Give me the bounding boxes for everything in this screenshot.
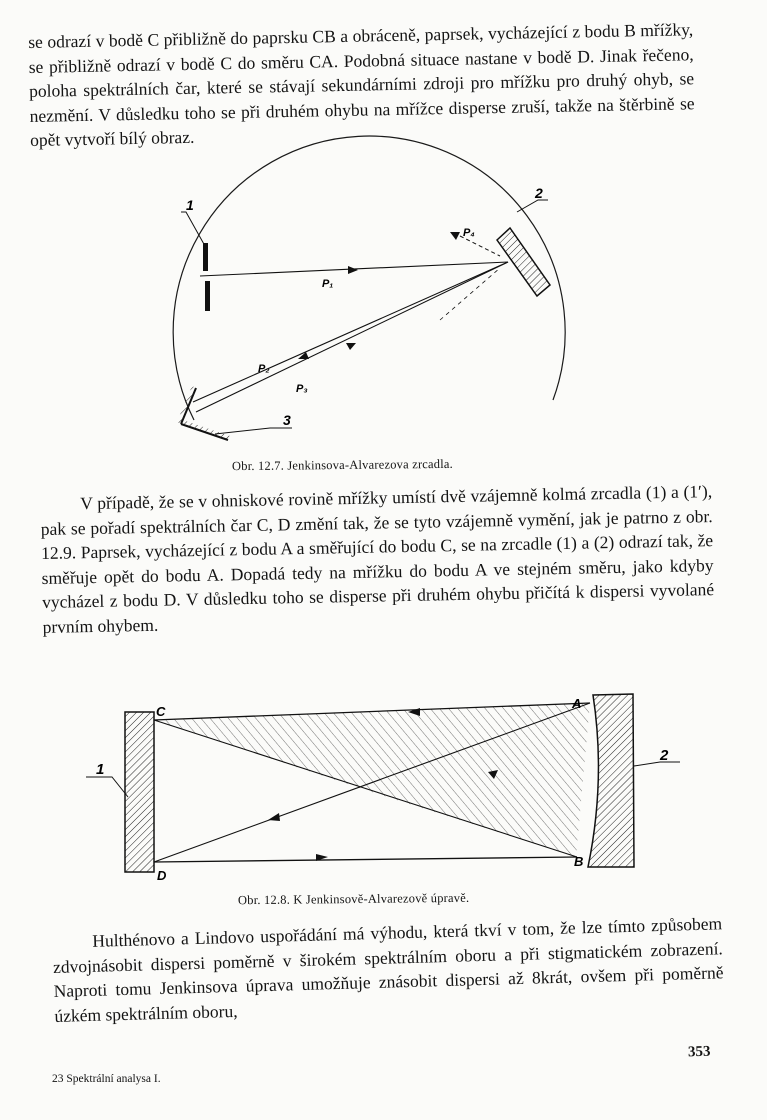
- signature-mark: 23 Spektrální analysa I.: [52, 1073, 161, 1085]
- page-number: 353: [687, 1043, 711, 1061]
- paragraph-middle: V případě, že se v ohniskové rovině mřížky umístí dvě vzájemně kolmá zrcadla (1) a (1′), pak se pořadí spektrálních čar C, D změní tak, že se tyto vzájemně vymění, jak je patrno z obr. 12.9. Paprsek, vycházející z bodu A a směřující do bodu C, se na zrcadle (1) a (2) odrazí tak, že směřuje opět do bodu A. Dopadá tedy na mřížku do bodu A ve stejném směru, jako kdyby vycházel z bodu D. V důsledku toho se disperse při druhém ohybu přičítá k dispersi vyvolané prvním ohybem.: [40, 481, 715, 637]
- label-mirror-1: 1: [96, 761, 105, 778]
- label-grating-2: 2: [660, 747, 669, 764]
- figure-12-8-caption: Obr. 12.8. K Jenkinsově-Alvarezově úpravě.: [237, 890, 470, 908]
- paragraph-top: se odrazí v bodě C přibližně do paprsku CB a obráceně, paprsek, vycházející z bodu B mřížky, se přibližně odrazí v bodě C do směru CA. Podobná situace nastane v bodě D. Jinak řečeno, poloha spektrálních čar, které se stávají sekundárními zdroji pro mřížku pro druhý ohyb, se nezmění. V důsledku toho se při druhém ohybu na mřížce disperse zruší, takže na štěrbině se opět vytvoří bílý obraz.: [28, 19, 695, 151]
- paragraph-bottom: Hulthénovo a Lindovo uspořádání má výhodu, která tkví v tom, že lze tímto způsobem zdvojnásobit dispersi poměrně v širokém spektrálním oboru a při stigmatickém zobrazení. Naproti tomu Jenkinsova úprava umožňuje znásobit dispersi až 8krát, ovšem při poměrně úzkém spektrálním oboru,: [52, 913, 724, 1026]
- label-p1: P₁: [322, 278, 334, 290]
- label-c: C: [156, 704, 166, 719]
- mirror-1: [125, 712, 154, 872]
- label-3: 3: [283, 412, 291, 428]
- label-p3: P₃: [296, 383, 308, 395]
- label-d: D: [157, 868, 167, 883]
- grating-concave-2: [588, 694, 634, 867]
- hatched-beam-region: [154, 703, 590, 857]
- label-p4: P₄: [463, 227, 475, 239]
- figure-12-7-caption: Obr. 12.7. Jenkinsova-Alvarezova zrcadla.: [231, 456, 454, 474]
- label-2: 2: [535, 185, 543, 201]
- label-p2: P₂: [258, 363, 270, 375]
- label-b: B: [574, 854, 584, 869]
- label-a: A: [572, 696, 582, 711]
- label-1: 1: [186, 197, 194, 213]
